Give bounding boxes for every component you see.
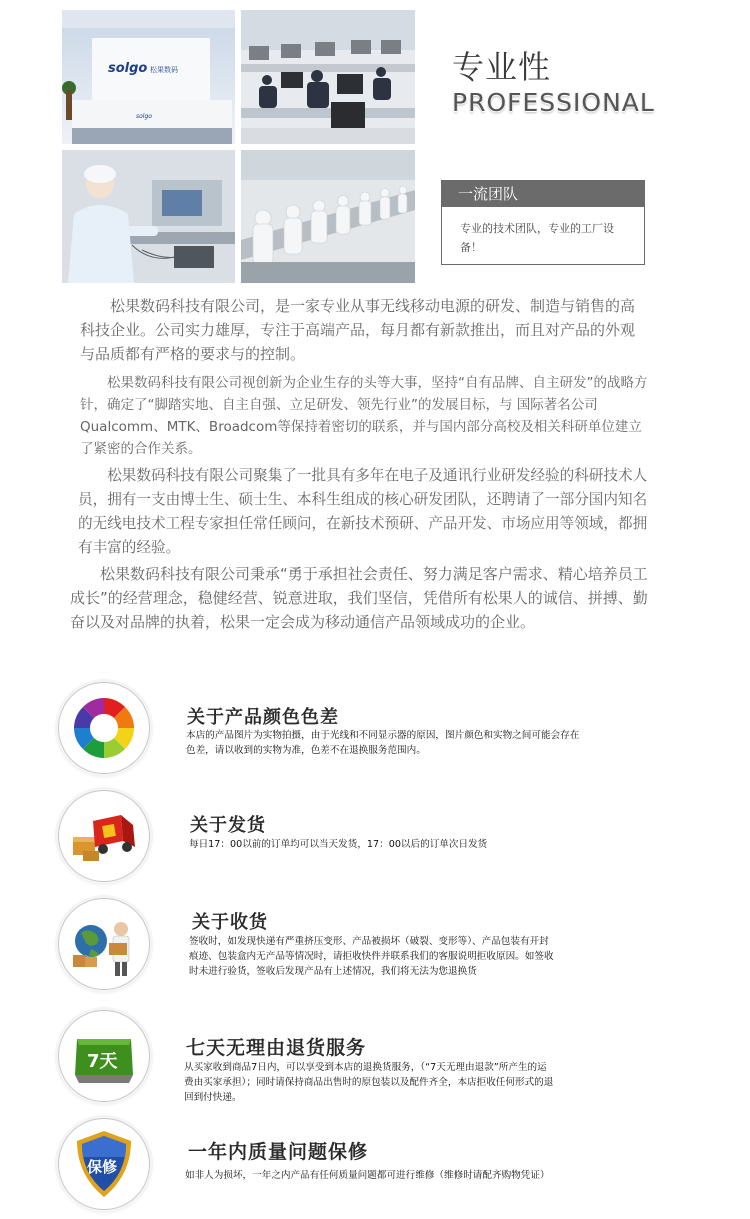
service-return-title: 七天无理由退货服务 (186, 1037, 367, 1059)
svg-text:solgo: solgo (136, 113, 152, 120)
photo-reception (62, 10, 235, 144)
service-shipping-title: 关于发货 (190, 815, 266, 836)
service-warranty-title: 一年内质量问题保修 (188, 1141, 369, 1163)
company-paragraph-3: 松果数码科技有限公司聚集了一批具有多年在电子及通讯行业研发经验的科研技术人员，拥有一支由博士生、硕士生、本科生组成的核心研发团队，还聘请了一部分国内知名的无线电技术工程专家担任常任顾问，在新技术预研、产品开发、市场应用等领域，都拥有丰富的经验。 (78, 467, 648, 556)
team-box (441, 180, 645, 265)
seven-day-badge-text: 7天 (87, 1051, 118, 1072)
team-box-text: 专业的技术团队，专业的工厂设备！ (460, 222, 614, 254)
service-return-text: 从买家收到商品7日内，可以享受到本店的退换货服务，（“7天无理由退款”所产生的运费由买家承担）；同时请保持商品出售时的原包装以及配件齐全，本店拒收任何形式的退回到付快递。 (184, 1062, 554, 1103)
photo-lab-worker (62, 150, 235, 283)
service-receiving-title: 关于收货 (192, 912, 268, 933)
company-paragraph-4: 松果数码科技有限公司秉承“勇于承担社会责任、努力满足客户需求、精心培养员工成长”的经营理念，稳健经营、锐意进取，我们坚信，凭借所有松果人的诚信、拼搏、勤奋以及对品牌的执着，松果一定会成为移动通信产品领域成功的企业。 (70, 565, 648, 631)
courier-globe-icon (58, 898, 150, 990)
warranty-badge-text: 保修 (87, 1158, 118, 1176)
seven-day-icon (58, 1010, 150, 1102)
professional-title-zh: 专业性 (452, 48, 552, 86)
company-paragraph-1: 松果数码科技有限公司，是一家专业从事无线移动电源的研发、制造与销售的高科技企业。公司实力雄厚，专注于高端产品，每月都有新款推出，而且对产品的外观与品质都有严格的要求与的控制。 (80, 297, 636, 363)
company-paragraph-2: 松果数码科技有限公司视创新为企业生存的头等大事，坚持“自有品牌、自主研发”的战略方针，确定了“脚踏实地、自主自强、立足研发、领先行业”的发展目标，与 国际著名公司Qualcomm、MTK、Broadcom等保持着密切的联系，并与国内部分高校及相关科研单位建立了紧密的合作关系。 (80, 375, 648, 457)
service-receiving-text: 签收时，如发现快递有严重挤压变形、产品被损坏（破裂、变形等）、产品包装有开封痕迹、包装盒内无产品等情况时，请拒收快件并联系我们的客服说明拒收原因。如签收时未进行验货，签收后发现产品有上述情况，我们将无法为您退换货 (189, 936, 554, 977)
delivery-truck-icon (58, 790, 150, 882)
photo-production-line (241, 150, 415, 283)
service-shipping-text: 每日17：00以前的订单均可以当天发货，17：00以后的订单次日发货 (189, 839, 488, 850)
service-color-title: 关于产品颜色色差 (187, 707, 339, 728)
reception-brand-text: 松果数码 (150, 66, 178, 74)
professional-title-en: PROFESSIONAL (452, 88, 655, 117)
photo-office (241, 10, 415, 144)
warranty-shield-icon (58, 1118, 150, 1210)
reception-logo-text: solgo (108, 61, 148, 76)
service-warranty-text: 如非人为损坏，一年之内产品有任何质量问题都可进行维修（维修时请配齐购物凭证） (185, 1170, 550, 1181)
color-wheel-icon (58, 682, 150, 774)
team-box-title: 一流团队 (442, 181, 644, 207)
service-color-text: 本店的产品图片为实物拍摄，由于光线和不同显示器的原因，图片颜色和实物之间可能会存在色差，请以收到的实物为准，色差不在退换服务范围内。 (186, 730, 580, 756)
